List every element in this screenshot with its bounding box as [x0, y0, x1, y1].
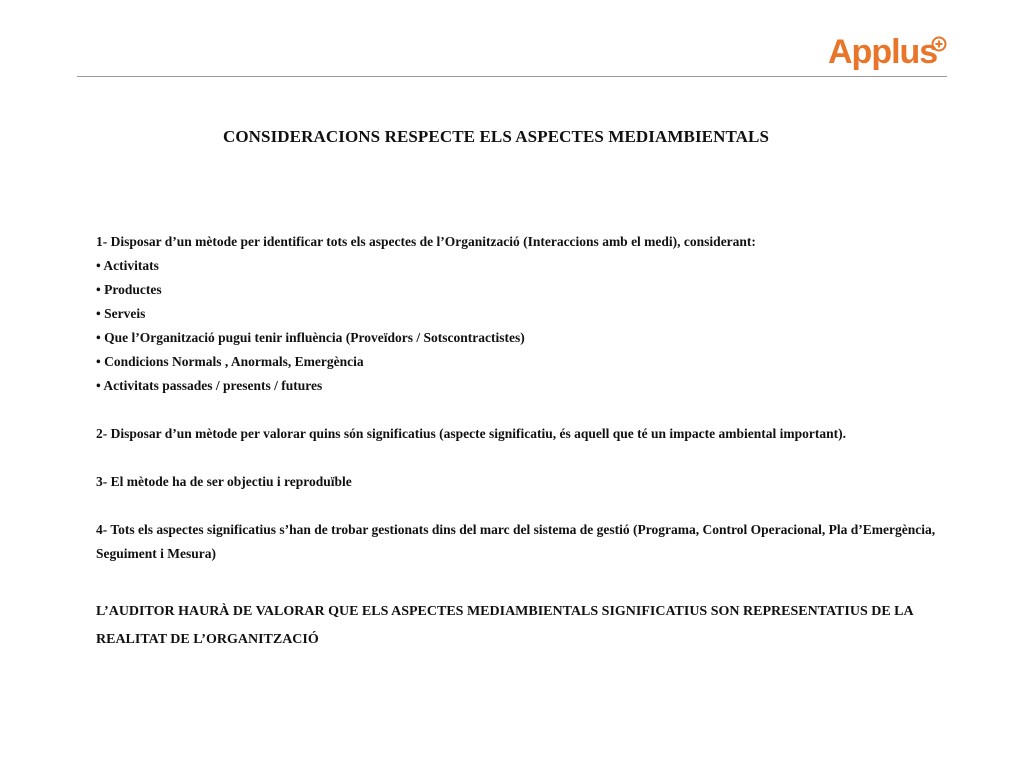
header-divider — [77, 76, 947, 77]
page-title: CONSIDERACIONS RESPECTE ELS ASPECTES MEDIAMBIENTALS — [222, 127, 770, 146]
content-body — [96, 230, 936, 566]
spacer — [96, 398, 936, 422]
auditor-conclusion: L’AUDITOR HAURÀ DE VALORAR QUE ELS ASPECTES MEDIAMBIENTALS SIGNIFICATIUS SON REPRESENTATIUS DE LA REALITAT DE L’ORGANITZACIÓ — [96, 604, 913, 647]
list-item: • Que l’Organització pugui tenir influència (Proveïdors / Sotscontractistes) — [96, 326, 936, 350]
list-item: • Condicions Normals , Anormals, Emergència — [96, 350, 936, 374]
section-1-intro: 1- Disposar d’un mètode per identificar tots els aspectes de l’Organització (Interaccions amb el medi), considerant: — [96, 234, 756, 249]
section-2-text: 2- Disposar d’un mètode per valorar quins són significatius (aspecte significatiu, és aquell que té un impacte ambiental important). — [96, 426, 847, 441]
section-3-text: 3- El mètode ha de ser objectiu i reproduïble — [96, 474, 352, 489]
spacer — [96, 494, 936, 518]
list-item: • Serveis — [96, 302, 936, 326]
logo-plus-icon — [931, 36, 947, 52]
spacer — [96, 446, 936, 470]
list-item: • Productes — [96, 278, 936, 302]
logo-text: Applus — [828, 33, 938, 71]
section-4-text: 4- Tots els aspectes significatius s’han de trobar gestionats dins del marc del sistema de gestió (Programa, Control Operacional, Pla d’Emergència, Seguiment i Mesura) — [96, 522, 936, 561]
list-item: • Activitats — [96, 254, 936, 278]
list-item: • Activitats passades / presents / futures — [96, 374, 936, 398]
applus-logo — [828, 32, 937, 72]
